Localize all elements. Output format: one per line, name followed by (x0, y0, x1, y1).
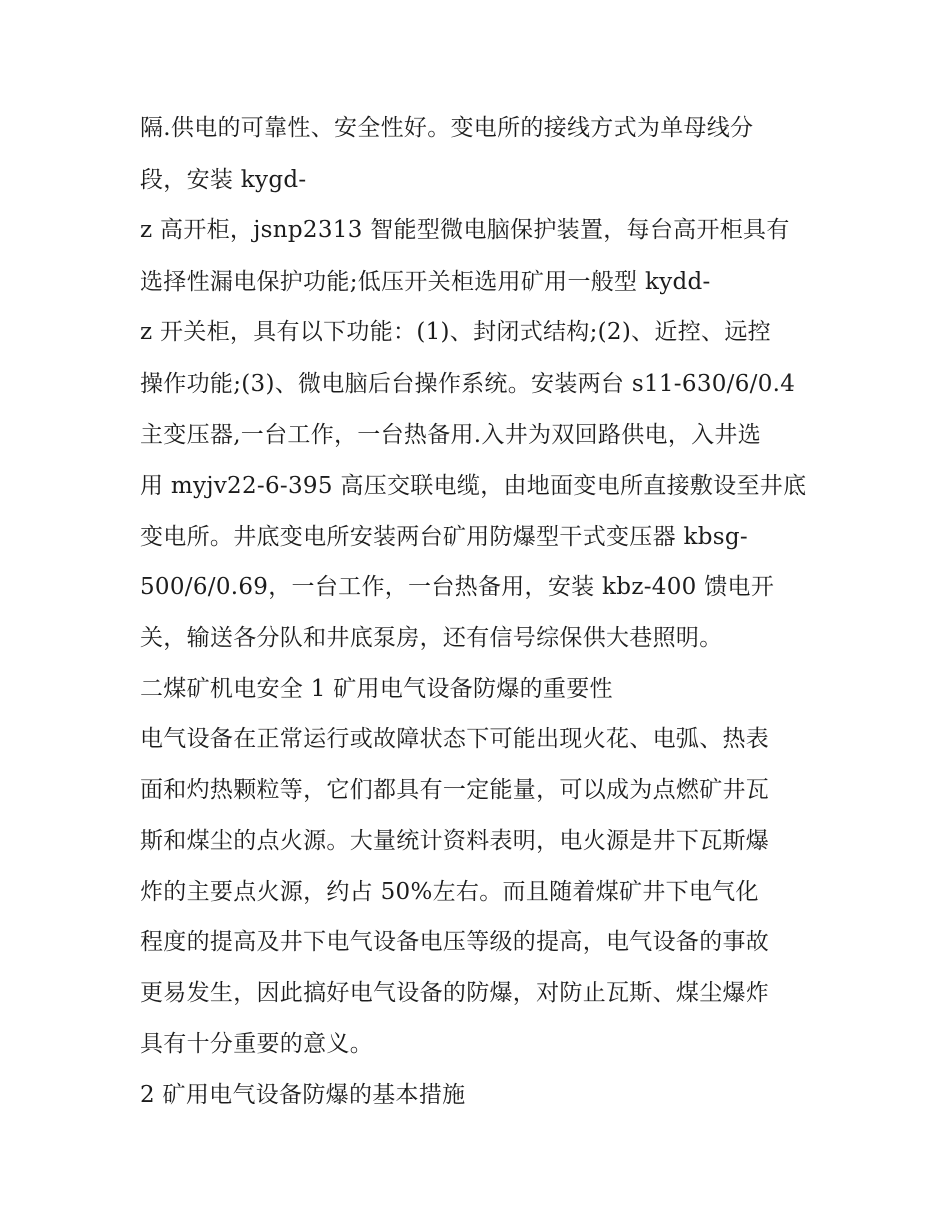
text-line: z 开关柜，具有以下功能：(1)、封闭式结构;(2)、近控、远控 (140, 319, 771, 345)
text-line: 电气设备在正常运行或故障状态下可能出现火花、电弧、热表 (140, 726, 770, 752)
section-heading: 2 矿用电气设备防爆的基本措施 (140, 1082, 466, 1108)
text-line: z 高开柜，jsnp2313 智能型微电脑保护装置，每台高开柜具有 (140, 217, 790, 243)
text-line: 选择性漏电保护功能;低压开关柜选用矿用一般型 kydd- (140, 269, 711, 295)
text-line: 段，安装 kygd- (140, 167, 307, 193)
text-line: 具有十分重要的意义。 (140, 1031, 373, 1057)
text-line: 面和灼热颗粒等，它们都具有一定能量，可以成为点燃矿井瓦 (140, 777, 770, 803)
text-line: 斯和煤尘的点火源。大量统计资料表明，电火源是井下瓦斯爆 (140, 828, 770, 854)
text-line: 500/6/0.69，一台工作，一台热备用，安装 kbz-400 馈电开 (140, 574, 775, 600)
text-line: 操作功能;(3)、微电脑后台操作系统。安装两台 s11-630/6/0.4 (140, 371, 796, 397)
text-line: 变电所。井底变电所安装两台矿用防爆型干式变压器 kbsg- (140, 524, 748, 550)
text-line: 隔.供电的可靠性、安全性好。变电所的接线方式为单母线分 (140, 115, 754, 141)
text-line: 程度的提高及井下电气设备电压等级的提高，电气设备的事故 (140, 929, 770, 955)
text-line: 更易发生，因此搞好电气设备的防爆，对防止瓦斯、煤尘爆炸 (140, 980, 770, 1006)
text-line: 炸的主要点火源，约占 50%左右。而且随着煤矿井下电气化 (140, 879, 759, 905)
text-line: 用 myjv22-6-395 高压交联电缆，由地面变电所直接敷设至井底 (140, 473, 807, 499)
text-line: 关，输送各分队和井底泵房，还有信号综保供大巷照明。 (140, 625, 723, 651)
text-line: 主变压器,一台工作，一台热备用.入井为双回路供电，入井选 (140, 422, 762, 448)
section-heading: 二煤矿机电安全 1 矿用电气设备防爆的重要性 (140, 676, 613, 702)
